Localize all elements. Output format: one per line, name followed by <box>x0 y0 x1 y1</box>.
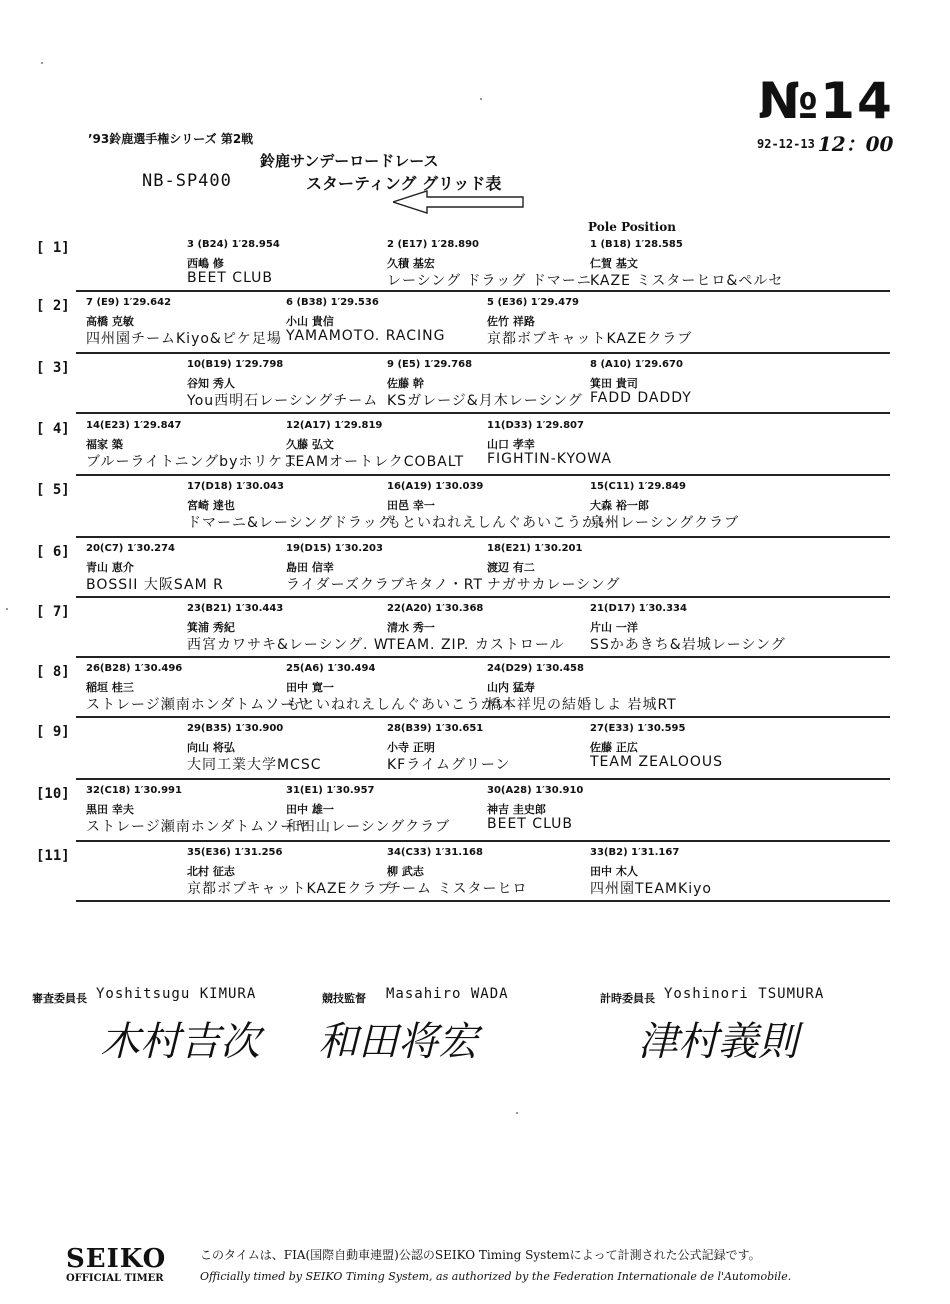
entry-rider: 佐竹 祥路 <box>487 315 535 328</box>
entry-rider: 黒田 幸夫 <box>86 803 134 816</box>
entry-team: 四州園TEAMKiyo <box>590 881 712 897</box>
grid-row-label: [ 9] <box>36 724 70 740</box>
entry-number-time: 22(A20) 1′30.368 <box>387 603 484 614</box>
entry-number-time: 16(A19) 1′30.039 <box>387 481 484 492</box>
entry-number-time: 34(C33) 1′31.168 <box>387 847 483 858</box>
entry-team: もといねれえしんぐあいこうかい <box>387 515 612 531</box>
entry-number-time: 7 (E9) 1′29.642 <box>86 297 172 308</box>
entry-team: KSガレージ&月木レーシング <box>387 393 583 409</box>
entry-rider: 佐藤 幹 <box>387 377 424 390</box>
entry-team: BOSSII 大阪SAM R <box>86 577 224 593</box>
entry-number-time: 2 (E17) 1′28.890 <box>387 239 479 250</box>
entry-rider: 山口 孝幸 <box>487 438 535 451</box>
entry-team: 和田山レーシングクラブ <box>286 819 451 835</box>
document-title: スターティング グリッド表 <box>306 174 502 193</box>
row-divider <box>76 596 890 598</box>
footer-jp: このタイムは、FIA(国際自動車連盟)公認のSEIKO Timing Systemによって計測された公式記録です。 <box>200 1248 761 1262</box>
entry-rider: 田中 木人 <box>590 865 638 878</box>
official-name: Yoshitsugu KIMURA <box>96 986 257 1002</box>
entry-rider: 箕田 貴司 <box>590 377 638 390</box>
entry-team: FADD DADDY <box>590 390 692 406</box>
entry-team: レーシング ドラッグ ドマーニ <box>387 273 592 289</box>
entry-team: 大同工業大学MCSC <box>187 757 322 773</box>
entry-team: 京都ボブキャットKAZEクラブ <box>187 881 393 897</box>
entry-number-time: 24(D29) 1′30.458 <box>487 663 584 674</box>
race-name: 鈴鹿サンデーロードレース <box>260 152 439 170</box>
entry-rider: 田中 寛一 <box>286 681 334 694</box>
entry-team: KFライムグリーン <box>387 757 511 773</box>
entry-team: チーム ミスターヒロ <box>387 881 528 897</box>
row-divider <box>76 656 890 658</box>
entry-rider: 大森 裕一郎 <box>590 499 649 512</box>
grid-row-label: [ 1] <box>36 240 70 256</box>
official-title: 審査委員長 <box>32 992 87 1005</box>
time: 12：00 <box>817 132 894 156</box>
entry-rider: 仁賀 基文 <box>590 257 638 270</box>
seiko-sub: OFFICIAL TIMER <box>66 1273 164 1284</box>
row-divider <box>76 716 890 718</box>
entry-team: 泉州レーシングクラブ <box>590 515 740 531</box>
entry-number-time: 33(B2) 1′31.167 <box>590 847 680 858</box>
entry-number-time: 27(E33) 1′30.595 <box>590 723 686 734</box>
entry-number-time: 23(B21) 1′30.443 <box>187 603 284 614</box>
row-divider <box>76 474 890 476</box>
entry-team: TEAM ZEALOOUS <box>590 754 723 770</box>
row-divider <box>76 536 890 538</box>
official-name: Masahiro WADA <box>386 986 509 1002</box>
entry-rider: 神吉 圭史郎 <box>487 803 546 816</box>
entry-team: 四州園チームKiyo&ピケ足場 <box>86 331 282 347</box>
entry-number-time: 9 (E5) 1′29.768 <box>387 359 473 370</box>
grid-row-label: [ 5] <box>36 482 70 498</box>
entry-rider: 福家 築 <box>86 438 123 451</box>
entry-team: BEET CLUB <box>187 270 274 286</box>
official-title: 計時委員長 <box>600 992 655 1005</box>
footer-en: Officially timed by SEIKO Timing System, as authorized by the Federation Internationale de l'Automobile. <box>200 1270 792 1283</box>
entry-team: ライダーズクラブキタノ・RT <box>286 577 484 593</box>
entry-rider: 向山 将弘 <box>187 741 235 754</box>
entry-number-time: 14(E23) 1′29.847 <box>86 420 182 431</box>
entry-number-time: 12(A17) 1′29.819 <box>286 420 383 431</box>
entry-number-time: 17(D18) 1′30.043 <box>187 481 284 492</box>
entry-team: ストレージ瀬南ホンダトムソーヤ <box>86 697 311 713</box>
entry-rider: 箕浦 秀紀 <box>187 621 235 634</box>
entry-team: YAMAMOTO. RACING <box>286 328 446 344</box>
entry-rider: 島田 信幸 <box>286 561 334 574</box>
official-title: 競技監督 <box>322 992 366 1005</box>
entry-rider: 青山 恵介 <box>86 561 134 574</box>
entry-number-time: 3 (B24) 1′28.954 <box>187 239 280 250</box>
series-title: ’93鈴鹿選手権シリーズ 第2戦 <box>88 132 254 146</box>
entry-rider: 小寺 正明 <box>387 741 435 754</box>
entry-team: 京都ボブキャットKAZEクラブ <box>487 331 693 347</box>
entry-team: TEAM. ZIP. カストロール <box>387 637 565 653</box>
grid-row-label: [ 2] <box>36 298 70 314</box>
entry-team: ドマーニ&レーシングドラッグ <box>187 515 393 531</box>
official-signature: 津村義則 <box>638 1019 798 1065</box>
entry-number-time: 15(C11) 1′29.849 <box>590 481 686 492</box>
entry-team: ストレージ瀬南ホンダトムソーヤ <box>86 819 311 835</box>
entry-team: ブルーライトニングbyホリケよ <box>86 454 299 470</box>
entry-team: FIGHTIN-KYOWA <box>487 451 612 467</box>
grid-row-label: [ 6] <box>36 544 70 560</box>
grid-row-label: [ 8] <box>36 664 70 680</box>
pole-position-label: Pole Position <box>588 220 676 234</box>
scan-speck <box>516 1112 518 1114</box>
entry-rider: 片山 一洋 <box>590 621 638 634</box>
official-name: Yoshinori TSUMURA <box>664 986 825 1002</box>
row-divider <box>76 352 890 354</box>
entry-rider: 小山 貴信 <box>286 315 334 328</box>
grid-row-label: [10] <box>36 786 70 802</box>
entry-rider: 田邑 幸一 <box>387 499 435 512</box>
entry-rider: 久積 基宏 <box>387 257 435 270</box>
grid-row-label: [ 4] <box>36 421 70 437</box>
scan-speck <box>41 62 43 64</box>
scan-speck <box>6 608 8 610</box>
grid-row-label: [11] <box>36 848 70 864</box>
entry-rider: 宮崎 達也 <box>187 499 235 512</box>
entry-number-time: 28(B39) 1′30.651 <box>387 723 484 734</box>
entry-team: TEAMオートレクCOBALT <box>286 454 465 470</box>
official-signature: 木村吉次 <box>100 1019 260 1065</box>
entry-number-time: 29(B35) 1′30.900 <box>187 723 284 734</box>
entry-number-time: 10(B19) 1′29.798 <box>187 359 284 370</box>
entry-number-time: 6 (B38) 1′29.536 <box>286 297 379 308</box>
date: 92-12-13 <box>757 137 815 151</box>
entry-number-time: 1 (B18) 1′28.585 <box>590 239 683 250</box>
entry-rider: 谷知 秀人 <box>187 377 235 390</box>
entry-number-time: 26(B28) 1′30.496 <box>86 663 183 674</box>
entry-number-time: 35(E36) 1′31.256 <box>187 847 283 858</box>
entry-number-time: 5 (E36) 1′29.479 <box>487 297 579 308</box>
entry-number-time: 18(E21) 1′30.201 <box>487 543 583 554</box>
entry-number-time: 11(D33) 1′29.807 <box>487 420 584 431</box>
entry-team: KAZE ミスターヒロ&ペルセ <box>590 273 784 289</box>
row-divider <box>76 290 890 292</box>
entry-team: 西宮カワサキ&レーシング. W <box>187 637 389 653</box>
row-divider <box>76 412 890 414</box>
entry-number-time: 31(E1) 1′30.957 <box>286 785 375 796</box>
entry-rider: 柳 武志 <box>387 865 424 878</box>
entry-team: もといねれえしんぐあいこうかい <box>286 697 511 713</box>
grid-row-label: [ 7] <box>36 604 70 620</box>
entry-team: SSかあきち&岩城レーシング <box>590 637 786 653</box>
entry-rider: 稲垣 桂三 <box>86 681 134 694</box>
entry-team: ナガサカレーシング <box>487 577 621 593</box>
official-signature: 和田将宏 <box>318 1019 478 1065</box>
entry-team: 橋本祥児の結婚しよ 岩城RT <box>487 697 677 713</box>
entry-number-time: 21(D17) 1′30.334 <box>590 603 687 614</box>
document-number: №14 <box>758 72 894 130</box>
entry-rider: 山内 猛寿 <box>487 681 535 694</box>
entry-number-time: 20(C7) 1′30.274 <box>86 543 176 554</box>
entry-team: You西明石レーシングチーム <box>187 393 379 409</box>
date-time <box>757 125 893 154</box>
entry-number-time: 30(A28) 1′30.910 <box>487 785 584 796</box>
grid-row-label: [ 3] <box>36 360 70 376</box>
row-divider <box>76 840 890 842</box>
entry-number-time: 19(D15) 1′30.203 <box>286 543 383 554</box>
entry-team: BEET CLUB <box>487 816 574 832</box>
entry-rider: 渡辺 有二 <box>487 561 535 574</box>
class-name: NB-SP400 <box>142 171 232 191</box>
entry-number-time: 32(C18) 1′30.991 <box>86 785 182 796</box>
direction-arrow-icon <box>393 190 525 214</box>
scan-speck <box>480 98 482 100</box>
seiko-logo: SEIKO <box>66 1244 167 1274</box>
entry-rider: 佐藤 正広 <box>590 741 638 754</box>
entry-rider: 北村 征志 <box>187 865 235 878</box>
row-divider <box>76 900 890 902</box>
entry-number-time: 8 (A10) 1′29.670 <box>590 359 683 370</box>
entry-rider: 高橋 克敏 <box>86 315 134 328</box>
entry-rider: 田中 雄一 <box>286 803 334 816</box>
entry-number-time: 25(A6) 1′30.494 <box>286 663 376 674</box>
entry-rider: 久藤 弘文 <box>286 438 334 451</box>
entry-rider: 清水 秀一 <box>387 621 435 634</box>
row-divider <box>76 778 890 780</box>
entry-rider: 西嶋 修 <box>187 257 224 270</box>
